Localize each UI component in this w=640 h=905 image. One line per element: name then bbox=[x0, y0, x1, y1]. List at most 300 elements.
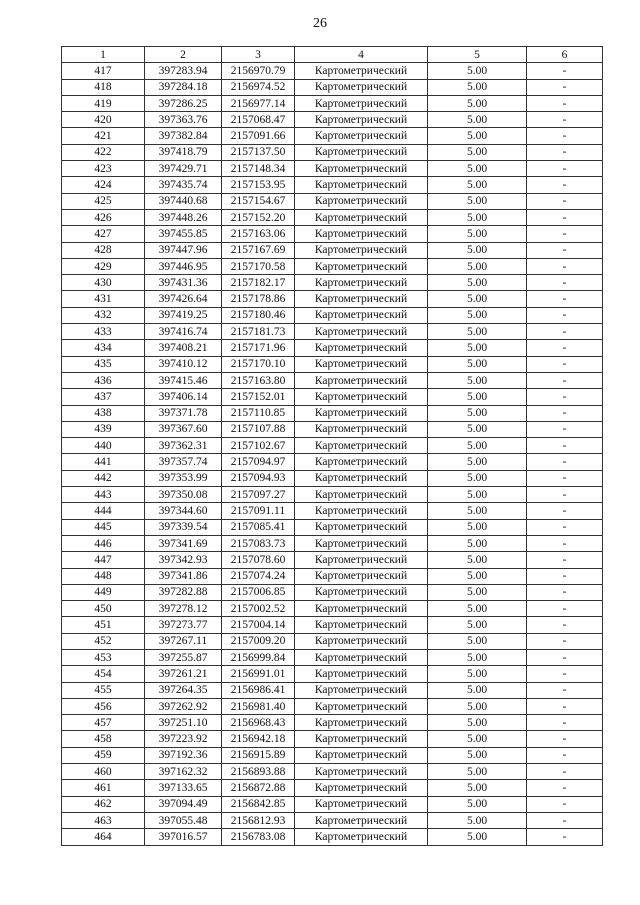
table-cell: 5.00 bbox=[428, 568, 527, 584]
table-row bbox=[62, 340, 603, 356]
table-cell: 5.00 bbox=[428, 617, 527, 633]
table-cell: - bbox=[527, 438, 603, 454]
table-cell: Картометрический bbox=[295, 454, 428, 470]
table-row bbox=[62, 470, 603, 486]
table-cell: 2157002.52 bbox=[222, 601, 295, 617]
table-cell: 2156981.40 bbox=[222, 698, 295, 714]
table-row bbox=[62, 715, 603, 731]
table-cell: 397406.14 bbox=[145, 389, 222, 405]
table-cell: Картометрический bbox=[295, 307, 428, 323]
table-row bbox=[62, 617, 603, 633]
table-cell: - bbox=[527, 568, 603, 584]
table-cell: 397267.11 bbox=[145, 633, 222, 649]
table-cell: 5.00 bbox=[428, 226, 527, 242]
table-cell: 397418.79 bbox=[145, 144, 222, 160]
table-cell: 397341.86 bbox=[145, 568, 222, 584]
table-row bbox=[62, 698, 603, 714]
table-cell: 2157180.46 bbox=[222, 307, 295, 323]
table-row bbox=[62, 307, 603, 323]
table-cell: 5.00 bbox=[428, 764, 527, 780]
table-cell: - bbox=[527, 747, 603, 763]
table-cell: Картометрический bbox=[295, 535, 428, 551]
table-cell: Картометрический bbox=[295, 649, 428, 665]
table-cell: 5.00 bbox=[428, 421, 527, 437]
table-cell: 420 bbox=[62, 112, 145, 128]
table-cell: Картометрический bbox=[295, 356, 428, 372]
table-cell: 5.00 bbox=[428, 649, 527, 665]
coordinates-table bbox=[61, 46, 603, 846]
table-cell: 397440.68 bbox=[145, 193, 222, 209]
table-cell: 397350.08 bbox=[145, 487, 222, 503]
table-cell: Картометрический bbox=[295, 161, 428, 177]
table-cell: 397278.12 bbox=[145, 601, 222, 617]
table-cell: 397255.87 bbox=[145, 649, 222, 665]
table-row bbox=[62, 666, 603, 682]
table-cell: 2157094.97 bbox=[222, 454, 295, 470]
table-cell: 2157154.67 bbox=[222, 193, 295, 209]
table-cell: - bbox=[527, 812, 603, 828]
column-header: 1 bbox=[62, 47, 145, 63]
column-header: 2 bbox=[145, 47, 222, 63]
table-cell: 455 bbox=[62, 682, 145, 698]
table-cell: Картометрический bbox=[295, 796, 428, 812]
table-row bbox=[62, 63, 603, 79]
table-cell: 397382.84 bbox=[145, 128, 222, 144]
table-cell: 397362.31 bbox=[145, 438, 222, 454]
table-cell: - bbox=[527, 764, 603, 780]
table-cell: 5.00 bbox=[428, 95, 527, 111]
table-row bbox=[62, 764, 603, 780]
table-cell: 2157153.95 bbox=[222, 177, 295, 193]
table-cell: Картометрический bbox=[295, 617, 428, 633]
table-cell: 2157170.58 bbox=[222, 258, 295, 274]
table-cell: 397408.21 bbox=[145, 340, 222, 356]
table-cell: 5.00 bbox=[428, 372, 527, 388]
table-cell: 5.00 bbox=[428, 258, 527, 274]
table-cell: 2157102.67 bbox=[222, 438, 295, 454]
table-row bbox=[62, 829, 603, 845]
table-cell: 5.00 bbox=[428, 584, 527, 600]
table-cell: 397446.95 bbox=[145, 258, 222, 274]
table-row bbox=[62, 535, 603, 551]
table-cell: Картометрический bbox=[295, 568, 428, 584]
table-row bbox=[62, 356, 603, 372]
table-cell: 2157091.11 bbox=[222, 503, 295, 519]
table-cell: 397339.54 bbox=[145, 519, 222, 535]
table-cell: Картометрический bbox=[295, 95, 428, 111]
table-cell: 2156783.08 bbox=[222, 829, 295, 845]
table-cell: Картометрический bbox=[295, 666, 428, 682]
table-row bbox=[62, 503, 603, 519]
table-row bbox=[62, 796, 603, 812]
table-cell: 2157152.20 bbox=[222, 209, 295, 225]
table-cell: 2157009.20 bbox=[222, 633, 295, 649]
table-cell: Картометрический bbox=[295, 405, 428, 421]
table-cell: 5.00 bbox=[428, 356, 527, 372]
table-cell: 397282.88 bbox=[145, 584, 222, 600]
table-cell: 5.00 bbox=[428, 161, 527, 177]
table-row bbox=[62, 584, 603, 600]
table-row bbox=[62, 324, 603, 340]
table-cell: - bbox=[527, 421, 603, 437]
table-cell: 2157083.73 bbox=[222, 535, 295, 551]
table-cell: 5.00 bbox=[428, 731, 527, 747]
table-cell: 457 bbox=[62, 715, 145, 731]
table-cell: 397264.35 bbox=[145, 682, 222, 698]
table-cell: 5.00 bbox=[428, 242, 527, 258]
table-cell: - bbox=[527, 552, 603, 568]
table-cell: Картометрический bbox=[295, 601, 428, 617]
table-cell: 397410.12 bbox=[145, 356, 222, 372]
table-cell: Картометрический bbox=[295, 340, 428, 356]
table-cell: Картометрический bbox=[295, 144, 428, 160]
table-row bbox=[62, 79, 603, 95]
table-cell: Картометрический bbox=[295, 128, 428, 144]
table-row bbox=[62, 372, 603, 388]
table-row bbox=[62, 649, 603, 665]
table-cell: 397447.96 bbox=[145, 242, 222, 258]
table-cell: 2157091.66 bbox=[222, 128, 295, 144]
table-cell: 438 bbox=[62, 405, 145, 421]
table-cell: 447 bbox=[62, 552, 145, 568]
table-cell: 5.00 bbox=[428, 601, 527, 617]
table-cell: 397133.65 bbox=[145, 780, 222, 796]
table-cell: 5.00 bbox=[428, 324, 527, 340]
table-cell: 397283.94 bbox=[145, 63, 222, 79]
table-cell: 2156974.52 bbox=[222, 79, 295, 95]
table-cell: Картометрический bbox=[295, 372, 428, 388]
table-cell: - bbox=[527, 242, 603, 258]
table-row bbox=[62, 747, 603, 763]
table-cell: Картометрический bbox=[295, 698, 428, 714]
table-cell: 433 bbox=[62, 324, 145, 340]
table-cell: 431 bbox=[62, 291, 145, 307]
table-row bbox=[62, 144, 603, 160]
table-cell: Картометрический bbox=[295, 682, 428, 698]
table-cell: 435 bbox=[62, 356, 145, 372]
table-cell: - bbox=[527, 161, 603, 177]
table-cell: 397357.74 bbox=[145, 454, 222, 470]
table-row bbox=[62, 552, 603, 568]
table-cell: - bbox=[527, 715, 603, 731]
table-cell: 5.00 bbox=[428, 682, 527, 698]
table-row bbox=[62, 454, 603, 470]
table-cell: - bbox=[527, 649, 603, 665]
table-cell: 397371.78 bbox=[145, 405, 222, 421]
table-cell: - bbox=[527, 454, 603, 470]
table-cell: - bbox=[527, 731, 603, 747]
table-cell: 397455.85 bbox=[145, 226, 222, 242]
table-cell: 2157167.69 bbox=[222, 242, 295, 258]
table-cell: 430 bbox=[62, 275, 145, 291]
table-cell: 2157137.50 bbox=[222, 144, 295, 160]
table-cell: Картометрический bbox=[295, 291, 428, 307]
table-cell: 421 bbox=[62, 128, 145, 144]
table-cell: - bbox=[527, 405, 603, 421]
table-row bbox=[62, 112, 603, 128]
table-row bbox=[62, 389, 603, 405]
table-cell: 5.00 bbox=[428, 715, 527, 731]
table-cell: 5.00 bbox=[428, 438, 527, 454]
table-cell: Картометрический bbox=[295, 780, 428, 796]
table-cell: 2156970.79 bbox=[222, 63, 295, 79]
table-cell: 397094.49 bbox=[145, 796, 222, 812]
table-cell: 5.00 bbox=[428, 275, 527, 291]
table-cell: Картометрический bbox=[295, 519, 428, 535]
table-cell: 2157181.73 bbox=[222, 324, 295, 340]
table-cell: 425 bbox=[62, 193, 145, 209]
table-cell: 397192.36 bbox=[145, 747, 222, 763]
table-cell: 5.00 bbox=[428, 177, 527, 193]
table-cell: Картометрический bbox=[295, 63, 428, 79]
table-cell: 444 bbox=[62, 503, 145, 519]
table-cell: 5.00 bbox=[428, 698, 527, 714]
table-cell: 397426.64 bbox=[145, 291, 222, 307]
table-cell: - bbox=[527, 128, 603, 144]
table-cell: 397367.60 bbox=[145, 421, 222, 437]
table-cell: 437 bbox=[62, 389, 145, 405]
table-cell: 423 bbox=[62, 161, 145, 177]
table-cell: 5.00 bbox=[428, 454, 527, 470]
table-body bbox=[62, 63, 603, 845]
table-cell: Картометрический bbox=[295, 438, 428, 454]
table-cell: 448 bbox=[62, 568, 145, 584]
table-cell: 5.00 bbox=[428, 112, 527, 128]
table-cell: 439 bbox=[62, 421, 145, 437]
table-cell: 397223.92 bbox=[145, 731, 222, 747]
table-cell: 397055.48 bbox=[145, 812, 222, 828]
table-row bbox=[62, 568, 603, 584]
table-cell: Картометрический bbox=[295, 715, 428, 731]
table-cell: Картометрический bbox=[295, 112, 428, 128]
column-header: 3 bbox=[222, 47, 295, 63]
table-cell: 397251.10 bbox=[145, 715, 222, 731]
table-cell: 5.00 bbox=[428, 796, 527, 812]
table-cell: 397344.60 bbox=[145, 503, 222, 519]
table-cell: 2156915.89 bbox=[222, 747, 295, 763]
table-cell: 5.00 bbox=[428, 405, 527, 421]
table-cell: 397342.93 bbox=[145, 552, 222, 568]
table-cell: 2156812.93 bbox=[222, 812, 295, 828]
table-row bbox=[62, 193, 603, 209]
table-cell: - bbox=[527, 829, 603, 845]
table-row bbox=[62, 438, 603, 454]
table-cell: 2157163.06 bbox=[222, 226, 295, 242]
table-cell: - bbox=[527, 209, 603, 225]
table-cell: 5.00 bbox=[428, 209, 527, 225]
table-cell: 2157085.41 bbox=[222, 519, 295, 535]
table-cell: 445 bbox=[62, 519, 145, 535]
table-cell: 463 bbox=[62, 812, 145, 828]
table-cell: 5.00 bbox=[428, 633, 527, 649]
table-cell: 5.00 bbox=[428, 340, 527, 356]
table-cell: 451 bbox=[62, 617, 145, 633]
table-cell: Картометрический bbox=[295, 258, 428, 274]
table-cell: Картометрический bbox=[295, 747, 428, 763]
table-cell: 5.00 bbox=[428, 812, 527, 828]
table-cell: 5.00 bbox=[428, 291, 527, 307]
table-cell: 397429.71 bbox=[145, 161, 222, 177]
table-cell: - bbox=[527, 340, 603, 356]
table-cell: Картометрический bbox=[295, 275, 428, 291]
table-cell: 460 bbox=[62, 764, 145, 780]
table-cell: 424 bbox=[62, 177, 145, 193]
table-cell: - bbox=[527, 666, 603, 682]
table-header-row bbox=[62, 47, 603, 63]
table-row bbox=[62, 291, 603, 307]
table-cell: 2157094.93 bbox=[222, 470, 295, 486]
table-cell: 2157171.96 bbox=[222, 340, 295, 356]
table-cell: - bbox=[527, 144, 603, 160]
table-cell: 427 bbox=[62, 226, 145, 242]
table-cell: 2156893.88 bbox=[222, 764, 295, 780]
table-cell: 5.00 bbox=[428, 487, 527, 503]
table-row bbox=[62, 731, 603, 747]
table-cell: 417 bbox=[62, 63, 145, 79]
table-cell: 446 bbox=[62, 535, 145, 551]
table-row bbox=[62, 633, 603, 649]
table-cell: 422 bbox=[62, 144, 145, 160]
table-cell: 459 bbox=[62, 747, 145, 763]
column-header: 5 bbox=[428, 47, 527, 63]
table-cell: - bbox=[527, 193, 603, 209]
table-cell: - bbox=[527, 356, 603, 372]
table-cell: - bbox=[527, 95, 603, 111]
table-cell: 443 bbox=[62, 487, 145, 503]
table-cell: 456 bbox=[62, 698, 145, 714]
table-cell: - bbox=[527, 780, 603, 796]
table-cell: - bbox=[527, 584, 603, 600]
table-cell: 2156999.84 bbox=[222, 649, 295, 665]
table-cell: 461 bbox=[62, 780, 145, 796]
table-cell: - bbox=[527, 275, 603, 291]
table-cell: 397416.74 bbox=[145, 324, 222, 340]
table-cell: 2157163.80 bbox=[222, 372, 295, 388]
table-cell: Картометрический bbox=[295, 633, 428, 649]
table-cell: - bbox=[527, 324, 603, 340]
table-cell: 5.00 bbox=[428, 144, 527, 160]
table-cell: - bbox=[527, 796, 603, 812]
table-cell: - bbox=[527, 617, 603, 633]
table-cell: 2157074.24 bbox=[222, 568, 295, 584]
table-cell: - bbox=[527, 503, 603, 519]
column-header: 6 bbox=[527, 47, 603, 63]
table-cell: 397419.25 bbox=[145, 307, 222, 323]
table-cell: 2157068.47 bbox=[222, 112, 295, 128]
column-header: 4 bbox=[295, 47, 428, 63]
table-cell: Картометрический bbox=[295, 226, 428, 242]
table-cell: 462 bbox=[62, 796, 145, 812]
table-row bbox=[62, 487, 603, 503]
table-cell: 397262.92 bbox=[145, 698, 222, 714]
table-cell: 2157006.85 bbox=[222, 584, 295, 600]
table-row bbox=[62, 812, 603, 828]
table-cell: 397431.36 bbox=[145, 275, 222, 291]
table-cell: 397286.25 bbox=[145, 95, 222, 111]
table-cell: 2157182.17 bbox=[222, 275, 295, 291]
table-cell: 397435.74 bbox=[145, 177, 222, 193]
table-row bbox=[62, 177, 603, 193]
table-cell: - bbox=[527, 633, 603, 649]
table-cell: 2157004.14 bbox=[222, 617, 295, 633]
table-cell: - bbox=[527, 682, 603, 698]
table-cell: Картометрический bbox=[295, 177, 428, 193]
table-cell: 397162.32 bbox=[145, 764, 222, 780]
table-cell: 5.00 bbox=[428, 503, 527, 519]
table-cell: 397363.76 bbox=[145, 112, 222, 128]
table-cell: Картометрический bbox=[295, 584, 428, 600]
table-cell: 397415.46 bbox=[145, 372, 222, 388]
table-cell: 5.00 bbox=[428, 747, 527, 763]
table-cell: Картометрический bbox=[295, 503, 428, 519]
table-cell: - bbox=[527, 372, 603, 388]
table-cell: 2156842.85 bbox=[222, 796, 295, 812]
table-row bbox=[62, 519, 603, 535]
table-row bbox=[62, 601, 603, 617]
table-cell: 397261.21 bbox=[145, 666, 222, 682]
page-number: 26 bbox=[313, 16, 327, 31]
table-cell: 5.00 bbox=[428, 535, 527, 551]
table-cell: 2157078.60 bbox=[222, 552, 295, 568]
table-cell: - bbox=[527, 291, 603, 307]
table-cell: 434 bbox=[62, 340, 145, 356]
table-cell: Картометрический bbox=[295, 421, 428, 437]
table-cell: 397273.77 bbox=[145, 617, 222, 633]
table-cell: 442 bbox=[62, 470, 145, 486]
table-cell: 2156942.18 bbox=[222, 731, 295, 747]
table-cell: 2157148.34 bbox=[222, 161, 295, 177]
table-cell: - bbox=[527, 470, 603, 486]
table-cell: 397341.69 bbox=[145, 535, 222, 551]
table-cell: - bbox=[527, 487, 603, 503]
table-row bbox=[62, 275, 603, 291]
table-cell: 5.00 bbox=[428, 829, 527, 845]
table-row bbox=[62, 161, 603, 177]
table-cell: - bbox=[527, 226, 603, 242]
table-cell: 2157170.10 bbox=[222, 356, 295, 372]
table-cell: - bbox=[527, 519, 603, 535]
table-cell: 2157178.86 bbox=[222, 291, 295, 307]
table-row bbox=[62, 95, 603, 111]
table-row bbox=[62, 682, 603, 698]
table-cell: 5.00 bbox=[428, 470, 527, 486]
table-cell: 2157110.85 bbox=[222, 405, 295, 421]
table-cell: Картометрический bbox=[295, 764, 428, 780]
table-cell: 2156977.14 bbox=[222, 95, 295, 111]
table-cell: 429 bbox=[62, 258, 145, 274]
table-cell: Картометрический bbox=[295, 812, 428, 828]
table-cell: Картометрический bbox=[295, 731, 428, 747]
table-cell: 436 bbox=[62, 372, 145, 388]
table-cell: - bbox=[527, 63, 603, 79]
table-cell: - bbox=[527, 79, 603, 95]
table-cell: - bbox=[527, 698, 603, 714]
table-cell: Картометрический bbox=[295, 470, 428, 486]
table-cell: 397016.57 bbox=[145, 829, 222, 845]
table-cell: 5.00 bbox=[428, 666, 527, 682]
table-cell: 426 bbox=[62, 209, 145, 225]
table-cell: 5.00 bbox=[428, 128, 527, 144]
table-cell: 454 bbox=[62, 666, 145, 682]
table-cell: Картометрический bbox=[295, 79, 428, 95]
table-row bbox=[62, 405, 603, 421]
table-cell: 5.00 bbox=[428, 780, 527, 796]
table-row bbox=[62, 421, 603, 437]
table-cell: 397353.99 bbox=[145, 470, 222, 486]
table-cell: Картометрический bbox=[295, 487, 428, 503]
table-cell: 5.00 bbox=[428, 63, 527, 79]
table-cell: 450 bbox=[62, 601, 145, 617]
